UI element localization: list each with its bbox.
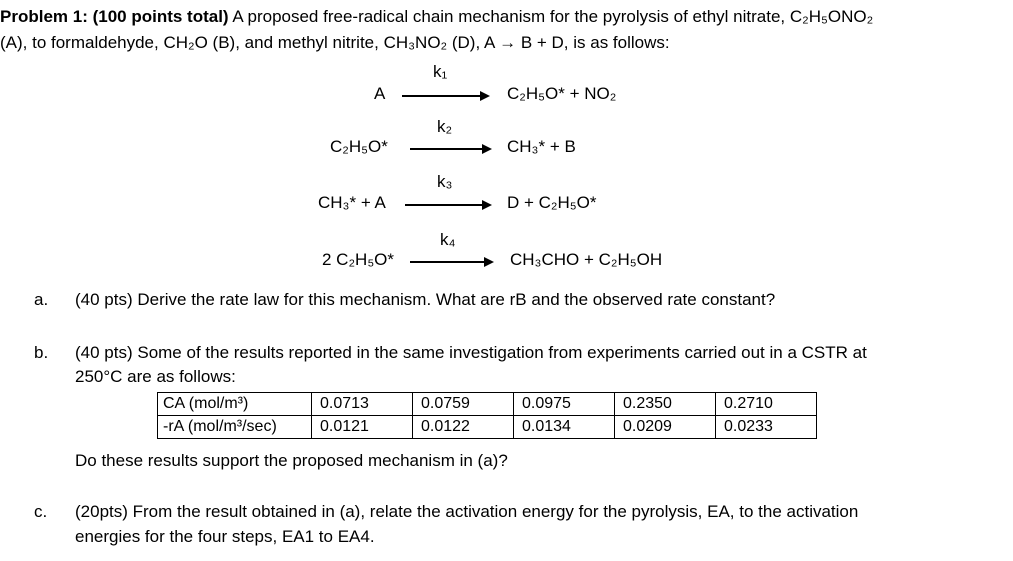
step2-rate-constant: k₂: [437, 117, 453, 136]
step2-arrowhead-icon: [482, 144, 492, 154]
step4-arrow-icon: [410, 261, 486, 263]
step1-left: A: [374, 84, 386, 103]
table-cell: 0.0122: [413, 416, 514, 439]
part-b-question: Do these results support the proposed mechanism in (a)?: [75, 451, 508, 470]
table-cell: 0.0713: [312, 393, 413, 416]
step2-right: CH₃* + B: [507, 137, 576, 156]
part-b-text-line-1: (40 pts) Some of the results reported in the same investigation from experiments carried out in a CSTR at: [75, 343, 867, 362]
step4-right: CH₃CHO + C₂H₅OH: [510, 250, 663, 269]
table-cell: 0.0233: [716, 416, 817, 439]
table-cell: 0.0975: [514, 393, 615, 416]
step3-right: D + C₂H₅O*: [507, 193, 597, 212]
part-c-text-line-1: (20pts) From the result obtained in (a), relate the activation energy for the pyrolysis, EA, to the activation: [75, 502, 859, 521]
step1-rate-constant: k₁: [433, 62, 448, 81]
table-row: [158, 416, 817, 439]
cstr-data-table: [157, 392, 817, 439]
step3-left: CH₃* + A: [318, 193, 386, 212]
problem-title: Problem 1: (100 points total): [0, 7, 229, 26]
problem-intro-line-1: [0, 6, 873, 28]
step1-arrowhead-icon: [480, 91, 490, 101]
step1-arrow-icon: [402, 95, 482, 97]
step1-right: C₂H₅O* + NO₂: [507, 84, 617, 103]
table-cell: 0.0209: [615, 416, 716, 439]
table-row: [158, 393, 817, 416]
part-c-letter: c.: [34, 502, 48, 521]
table-cell: 0.2350: [615, 393, 716, 416]
table-cell: 0.0759: [413, 393, 514, 416]
table-cell: 0.0134: [514, 416, 615, 439]
part-c-text-line-2: energies for the four steps, EA1 to EA4.: [75, 527, 375, 546]
part-a-letter: a.: [34, 290, 49, 309]
step3-arrowhead-icon: [482, 200, 492, 210]
step3-arrow-icon: [405, 204, 484, 206]
step4-rate-constant: k₄: [440, 230, 456, 249]
row1-label: CA (mol/m³): [158, 393, 312, 416]
part-a-text: (40 pts) Derive the rate law for this mechanism. What are rB and the observed rate constant?: [75, 290, 776, 309]
row2-label: -rA (mol/m³/sec): [158, 416, 312, 439]
step3-rate-constant: k₃: [437, 172, 453, 191]
step4-left: 2 C₂H₅O*: [322, 250, 395, 269]
problem-intro-text-1: A proposed free-radical chain mechanism for the pyrolysis of ethyl nitrate, C₂H₅ONO₂: [228, 7, 874, 26]
step4-arrowhead-icon: [484, 257, 494, 267]
problem-intro-line-2: (A), to formaldehyde, CH₂O (B), and methyl nitrite, CH₃NO₂ (D), A → B + D, is as follows:: [0, 33, 670, 52]
part-b-letter: b.: [34, 343, 49, 362]
step2-arrow-icon: [410, 148, 484, 150]
table-cell: 0.0121: [312, 416, 413, 439]
table-cell: 0.2710: [716, 393, 817, 416]
part-b-text-line-2: 250°C are as follows:: [75, 367, 236, 386]
step2-left: C₂H₅O*: [330, 137, 388, 156]
